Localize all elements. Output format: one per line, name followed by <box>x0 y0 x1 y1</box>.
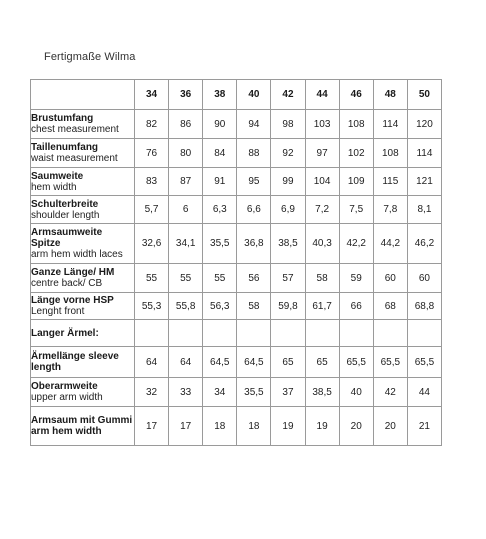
size-header-cell: 48 <box>373 80 407 110</box>
value-cell: 80 <box>169 139 203 168</box>
value-cell: 82 <box>135 110 169 139</box>
row-label-main: Schulterbreite <box>31 198 99 210</box>
value-cell: 46,2 <box>407 224 441 264</box>
value-cell: 59 <box>339 264 373 293</box>
table-row <box>31 110 442 139</box>
value-cell: 109 <box>339 168 373 196</box>
value-cell <box>135 320 169 347</box>
value-cell: 34,1 <box>169 224 203 264</box>
value-cell <box>203 320 237 347</box>
table-row <box>31 378 442 407</box>
value-cell: 42,2 <box>339 224 373 264</box>
value-cell: 55 <box>203 264 237 293</box>
value-cell: 114 <box>407 139 441 168</box>
size-header-cell: 50 <box>407 80 441 110</box>
value-cell: 65,5 <box>373 347 407 378</box>
value-cell: 68,8 <box>407 293 441 320</box>
value-cell: 115 <box>373 168 407 196</box>
value-cell: 86 <box>169 110 203 139</box>
value-cell: 57 <box>271 264 305 293</box>
value-cell <box>339 320 373 347</box>
value-cell <box>237 320 271 347</box>
value-cell: 98 <box>271 110 305 139</box>
value-cell: 18 <box>237 407 271 446</box>
value-cell: 18 <box>203 407 237 446</box>
value-cell: 108 <box>373 139 407 168</box>
row-label-cell <box>31 110 135 139</box>
value-cell <box>169 320 203 347</box>
value-cell: 42 <box>373 378 407 407</box>
value-cell: 55 <box>135 264 169 293</box>
row-label-cell <box>31 347 135 378</box>
row-label-sub: hem width <box>31 181 77 193</box>
document-title: Fertigmaße Wilma <box>44 51 136 63</box>
value-cell: 87 <box>169 168 203 196</box>
row-label-cell <box>31 407 135 446</box>
value-cell: 66 <box>339 293 373 320</box>
size-header-cell: 44 <box>305 80 339 110</box>
value-cell: 76 <box>135 139 169 168</box>
table-row <box>31 196 442 224</box>
table-row <box>31 320 442 347</box>
table-row <box>31 139 442 168</box>
row-label-cell <box>31 168 135 196</box>
table-row <box>31 224 442 264</box>
row-label-main: Langer Ärmel: <box>31 327 99 339</box>
value-cell: 44,2 <box>373 224 407 264</box>
value-cell: 104 <box>305 168 339 196</box>
value-cell: 65,5 <box>339 347 373 378</box>
value-cell: 121 <box>407 168 441 196</box>
row-label-cell <box>31 378 135 407</box>
value-cell: 88 <box>237 139 271 168</box>
measurement-table <box>30 79 442 446</box>
table-row <box>31 168 442 196</box>
row-label-sub: shoulder length <box>31 209 100 221</box>
row-label-main: Brustumfang <box>31 113 94 124</box>
size-header-cell: 40 <box>237 80 271 110</box>
value-cell: 114 <box>373 110 407 139</box>
value-cell: 19 <box>271 407 305 446</box>
value-cell: 40,3 <box>305 224 339 264</box>
size-header-cell: 38 <box>203 80 237 110</box>
value-cell: 60 <box>373 264 407 293</box>
value-cell: 56 <box>237 264 271 293</box>
table-row <box>31 293 442 320</box>
value-cell: 40 <box>339 378 373 407</box>
row-label-sub: arm hem width laces <box>31 249 123 260</box>
size-header-cell: 34 <box>135 80 169 110</box>
value-cell: 44 <box>407 378 441 407</box>
value-cell: 102 <box>339 139 373 168</box>
value-cell: 7,5 <box>339 196 373 224</box>
size-header-row <box>31 80 442 110</box>
row-label-cell <box>31 293 135 320</box>
row-label-sub: chest measurement <box>31 124 119 135</box>
value-cell: 94 <box>237 110 271 139</box>
value-cell: 20 <box>373 407 407 446</box>
table-body <box>31 110 442 446</box>
value-cell: 55 <box>169 264 203 293</box>
value-cell: 64 <box>135 347 169 378</box>
value-cell: 6,3 <box>203 196 237 224</box>
value-cell: 90 <box>203 110 237 139</box>
value-cell: 21 <box>407 407 441 446</box>
row-label-main: Armsaumweite Spitze <box>31 227 103 249</box>
value-cell: 60 <box>407 264 441 293</box>
value-cell: 59,8 <box>271 293 305 320</box>
value-cell: 58 <box>305 264 339 293</box>
size-header-cell: 36 <box>169 80 203 110</box>
row-label-main: Saumweite <box>31 170 84 182</box>
value-cell <box>407 320 441 347</box>
value-cell: 103 <box>305 110 339 139</box>
row-label-main: Ärmellänge sleeve length <box>31 351 119 373</box>
row-label-main: Oberarmweite <box>31 381 98 392</box>
row-label-cell <box>31 139 135 168</box>
row-label-sub: centre back/ CB <box>31 278 103 289</box>
row-label-sub: Lenght front <box>31 306 85 317</box>
value-cell: 6,6 <box>237 196 271 224</box>
value-cell: 55,8 <box>169 293 203 320</box>
value-cell: 97 <box>305 139 339 168</box>
value-cell: 108 <box>339 110 373 139</box>
value-cell: 34 <box>203 378 237 407</box>
value-cell: 17 <box>135 407 169 446</box>
value-cell: 7,2 <box>305 196 339 224</box>
table-row <box>31 347 442 378</box>
value-cell: 64 <box>169 347 203 378</box>
value-cell: 64,5 <box>237 347 271 378</box>
table-row <box>31 407 442 446</box>
value-cell: 92 <box>271 139 305 168</box>
value-cell: 61,7 <box>305 293 339 320</box>
value-cell <box>305 320 339 347</box>
row-label-main: Armsaum mit Gummi arm hem width <box>31 415 133 437</box>
value-cell: 120 <box>407 110 441 139</box>
value-cell: 99 <box>271 168 305 196</box>
value-cell: 8,1 <box>407 196 441 224</box>
value-cell: 37 <box>271 378 305 407</box>
value-cell: 36,8 <box>237 224 271 264</box>
row-label-cell <box>31 196 135 224</box>
value-cell: 64,5 <box>203 347 237 378</box>
value-cell: 5,7 <box>135 196 169 224</box>
value-cell: 38,5 <box>271 224 305 264</box>
size-header-cell: 42 <box>271 80 305 110</box>
value-cell: 33 <box>169 378 203 407</box>
value-cell: 38,5 <box>305 378 339 407</box>
value-cell: 19 <box>305 407 339 446</box>
value-cell: 35,5 <box>237 378 271 407</box>
value-cell: 95 <box>237 168 271 196</box>
value-cell <box>271 320 305 347</box>
size-header-cell: 46 <box>339 80 373 110</box>
row-label-cell <box>31 264 135 293</box>
value-cell: 56,3 <box>203 293 237 320</box>
row-label-main: Länge vorne HSP <box>31 295 114 306</box>
value-cell <box>373 320 407 347</box>
value-cell: 65,5 <box>407 347 441 378</box>
value-cell: 35,5 <box>203 224 237 264</box>
row-label-sub: waist measurement <box>31 153 118 164</box>
row-label-cell <box>31 320 135 347</box>
value-cell: 17 <box>169 407 203 446</box>
value-cell: 58 <box>237 293 271 320</box>
value-cell: 55,3 <box>135 293 169 320</box>
value-cell: 65 <box>305 347 339 378</box>
row-label-main: Taillenumfang <box>31 142 99 153</box>
value-cell: 20 <box>339 407 373 446</box>
header-corner-cell <box>31 80 135 110</box>
row-label-cell <box>31 224 135 264</box>
value-cell: 7,8 <box>373 196 407 224</box>
value-cell: 6,9 <box>271 196 305 224</box>
value-cell: 91 <box>203 168 237 196</box>
value-cell: 84 <box>203 139 237 168</box>
value-cell: 65 <box>271 347 305 378</box>
value-cell: 68 <box>373 293 407 320</box>
value-cell: 83 <box>135 168 169 196</box>
row-label-sub: upper arm width <box>31 392 103 403</box>
table-row <box>31 264 442 293</box>
value-cell: 32 <box>135 378 169 407</box>
value-cell: 6 <box>169 196 203 224</box>
value-cell: 32,6 <box>135 224 169 264</box>
row-label-main: Ganze Länge/ HM <box>31 267 115 278</box>
